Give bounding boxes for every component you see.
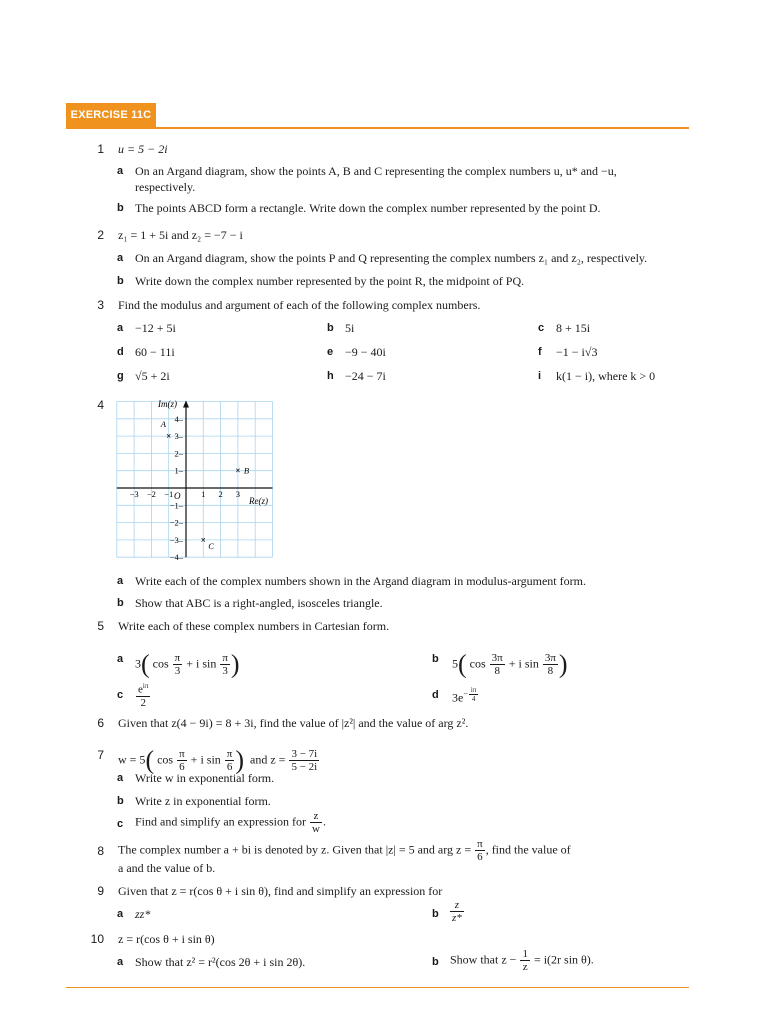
part-label: a [117, 252, 124, 264]
point-label: C [208, 540, 214, 551]
im-axis-label: Im(z) [158, 399, 177, 409]
part-label: b [117, 275, 124, 287]
q3-part-text: −1 − i√3 [556, 345, 598, 359]
part-label: a [117, 165, 124, 177]
q7-stem: w = 5( cos $\frac{\pi}{6}$ + i sin $\frac{\pi}{6}$ ) and z = $\frac{3 - 7i}{5 - 2i}$ [118, 745, 318, 775]
x-tick-label: 1 [201, 489, 206, 499]
question-number: 2 [97, 228, 104, 242]
question-number: 3 [97, 298, 104, 312]
x-tick-label: −1 [164, 489, 174, 499]
part-label: e [327, 346, 334, 358]
part-label: h [327, 370, 334, 382]
q3-part-text: 5i [345, 321, 355, 335]
x-tick-label: 2 [218, 489, 223, 499]
q5-part-c-expr [135, 680, 151, 709]
y-tick-label: −1– [169, 500, 183, 511]
y-tick-label: 4– [174, 413, 183, 424]
x-tick-label: −2 [146, 489, 156, 499]
q5b-cos-fraction: $\frac{3\pi}{8}$ [491, 652, 503, 677]
q4-part-a-text: Write each of the complex numbers shown in the Argand diagram in modulus-argument form. [135, 574, 586, 588]
q8-line2: a and the value of b. [118, 861, 216, 875]
footer-rule [66, 987, 689, 988]
part-label: c [538, 322, 545, 334]
q3-part-text: −12 + 5i [135, 321, 176, 335]
argand-diagram [110, 392, 280, 570]
part-label: a [117, 908, 124, 920]
q2-part-b-text: Write down the complex number represented by the point R, the midpoint of PQ. [135, 274, 525, 288]
q5a-coef: 3 [135, 656, 141, 671]
point-marker: × [235, 465, 241, 476]
part-label: a [117, 956, 124, 968]
q2-stem: z₁ = 1 + 5i and z₂ = −7 − i [118, 228, 243, 242]
part-label: f [538, 346, 542, 358]
part-label: g [117, 370, 124, 382]
q3-part-text: √5 + 2i [135, 369, 170, 383]
part-label: b [117, 597, 124, 609]
q7-part-a-text: Write w in exponential form. [135, 771, 275, 785]
q1-part-a-text-cont: respectively. [135, 180, 196, 194]
question-number: 10 [90, 932, 104, 946]
part-label: d [432, 689, 439, 701]
part-label: b [432, 956, 439, 968]
q7-z-fraction: $\frac{3 - 7i}{5 - 2i}$ [291, 748, 318, 773]
q4-part-b-text: Show that ABC is a right-angled, isosceles triangle. [135, 596, 383, 610]
q5-part-d-expr: $3e^{- \frac{i\pi}{4}}$ [452, 686, 477, 705]
q3-part-text: k(1 − i), where k > 0 [556, 369, 656, 383]
point-marker: × [166, 431, 172, 442]
q5a-cos-fraction: $\frac{\pi}{3}$ [174, 652, 181, 677]
q5-stem: Write each of these complex numbers in Cartesian form. [118, 619, 390, 633]
part-label: a [117, 772, 124, 784]
q5c-fraction: $\frac{e^{i\pi}}{2}$ [138, 682, 149, 709]
y-tick-label: 2– [174, 448, 183, 459]
q10-part-b-expr: Show that z − $\frac{1}{z}$ = i(2r sin θ). [450, 948, 594, 973]
q7-part-b-text: Write z in exponential form. [135, 794, 271, 808]
exercise-title-banner [66, 103, 156, 127]
argand-axes [117, 401, 273, 558]
y-tick-label: 1– [174, 465, 183, 476]
q3-part-text: 60 − 11i [135, 345, 175, 359]
part-label: d [117, 346, 124, 358]
question-number: 9 [97, 884, 104, 898]
q3-part-text: −24 − 7i [345, 369, 386, 383]
q9-part-a-text: zz* [135, 907, 151, 921]
question-number: 5 [97, 619, 104, 633]
part-label: a [117, 322, 124, 334]
q5a-sin-fraction: $\frac{\pi}{3}$ [222, 652, 228, 677]
argand-grid [117, 402, 273, 558]
part-label: b [432, 908, 439, 920]
q3-stem: Find the modulus and argument of each of the following complex numbers. [118, 298, 481, 312]
isin-word: + i sin [508, 656, 539, 671]
part-label: a [117, 653, 124, 665]
q5b-coef: 5 [452, 656, 458, 671]
q9-stem: Given that z = r(cos θ + i sin θ), find and simplify an expression for [118, 884, 443, 898]
part-label: b [117, 795, 124, 807]
part-label: i [538, 370, 542, 382]
q1-stem: u = 5 − 2i [118, 142, 168, 156]
q10-part-a-text: Show that z² = r²(cos 2θ + i sin 2θ). [135, 955, 306, 969]
part-label: b [432, 653, 439, 665]
q10-stem: z = r(cos θ + i sin θ) [118, 932, 215, 946]
q1-part-b-text: The points ABCD form a rectangle. Write down the complex number represented by the point D. [135, 201, 601, 215]
question-number: 6 [97, 716, 104, 730]
part-label: b [117, 202, 124, 214]
y-tick-label: −3– [169, 534, 183, 545]
part-label: a [117, 575, 124, 587]
q1-part-a-text: On an Argand diagram, show the points A, B and C representing the complex numbers u, u* and −u, [135, 164, 617, 178]
x-tick-label: −3 [129, 489, 139, 499]
q7-part-c-text: Find and simplify an expression for $\frac{z}{w}$ . [135, 810, 326, 835]
re-axis-label: Re(z) [249, 496, 268, 506]
q3-part-text: 8 + 15i [556, 321, 591, 335]
q2-part-a-text: On an Argand diagram, show the points P and Q representing the complex numbers z₁ and z₂, respectively. [135, 251, 648, 265]
point-label: B [243, 465, 250, 476]
q6-text: Given that z(4 − 9i) = 8 + 3i, find the value of |z²| and the value of arg z². [118, 716, 469, 730]
cos-word: cos [152, 656, 169, 671]
q5-part-b-expr: 5( cos $\frac{3\pi}{8}$ + i sin $\frac{3\pi}{8}$ ) [452, 649, 568, 679]
x-tick-label: 3 [235, 489, 241, 499]
q8-line1: The complex number a + bi is denoted by z. Given that |z| = 5 and arg z = $\frac{\pi}{6}$ , find the value of [118, 838, 571, 863]
question-number: 8 [97, 844, 104, 858]
q9-part-b-expr: $\frac{z}{z*}$ [452, 899, 462, 924]
part-label: c [117, 818, 124, 830]
exercise-title: EXERCISE 11C [70, 109, 152, 121]
part-label: c [117, 689, 124, 701]
isin-word: + i sin [186, 656, 217, 671]
origin-label: O [174, 491, 181, 501]
y-tick-label: −2– [169, 517, 183, 528]
point-label: A [160, 419, 166, 430]
q5-part-a-expr: 3( cos $\frac{\pi}{3}$ + i sin $\frac{\pi}{3}$ ) [135, 649, 240, 679]
question-number: 7 [97, 748, 104, 762]
q5b-sin-fraction: $\frac{3\pi}{8}$ [544, 652, 556, 677]
cos-word: cos [469, 656, 486, 671]
y-tick-label: 3– [174, 431, 183, 442]
header-rule [66, 127, 689, 129]
y-tick-label: −4– [169, 552, 183, 563]
q3-part-text: −9 − 40i [345, 345, 386, 359]
point-marker: × [200, 534, 206, 545]
question-number: 4 [97, 398, 104, 412]
part-label: b [327, 322, 334, 334]
question-number: 1 [97, 142, 104, 156]
